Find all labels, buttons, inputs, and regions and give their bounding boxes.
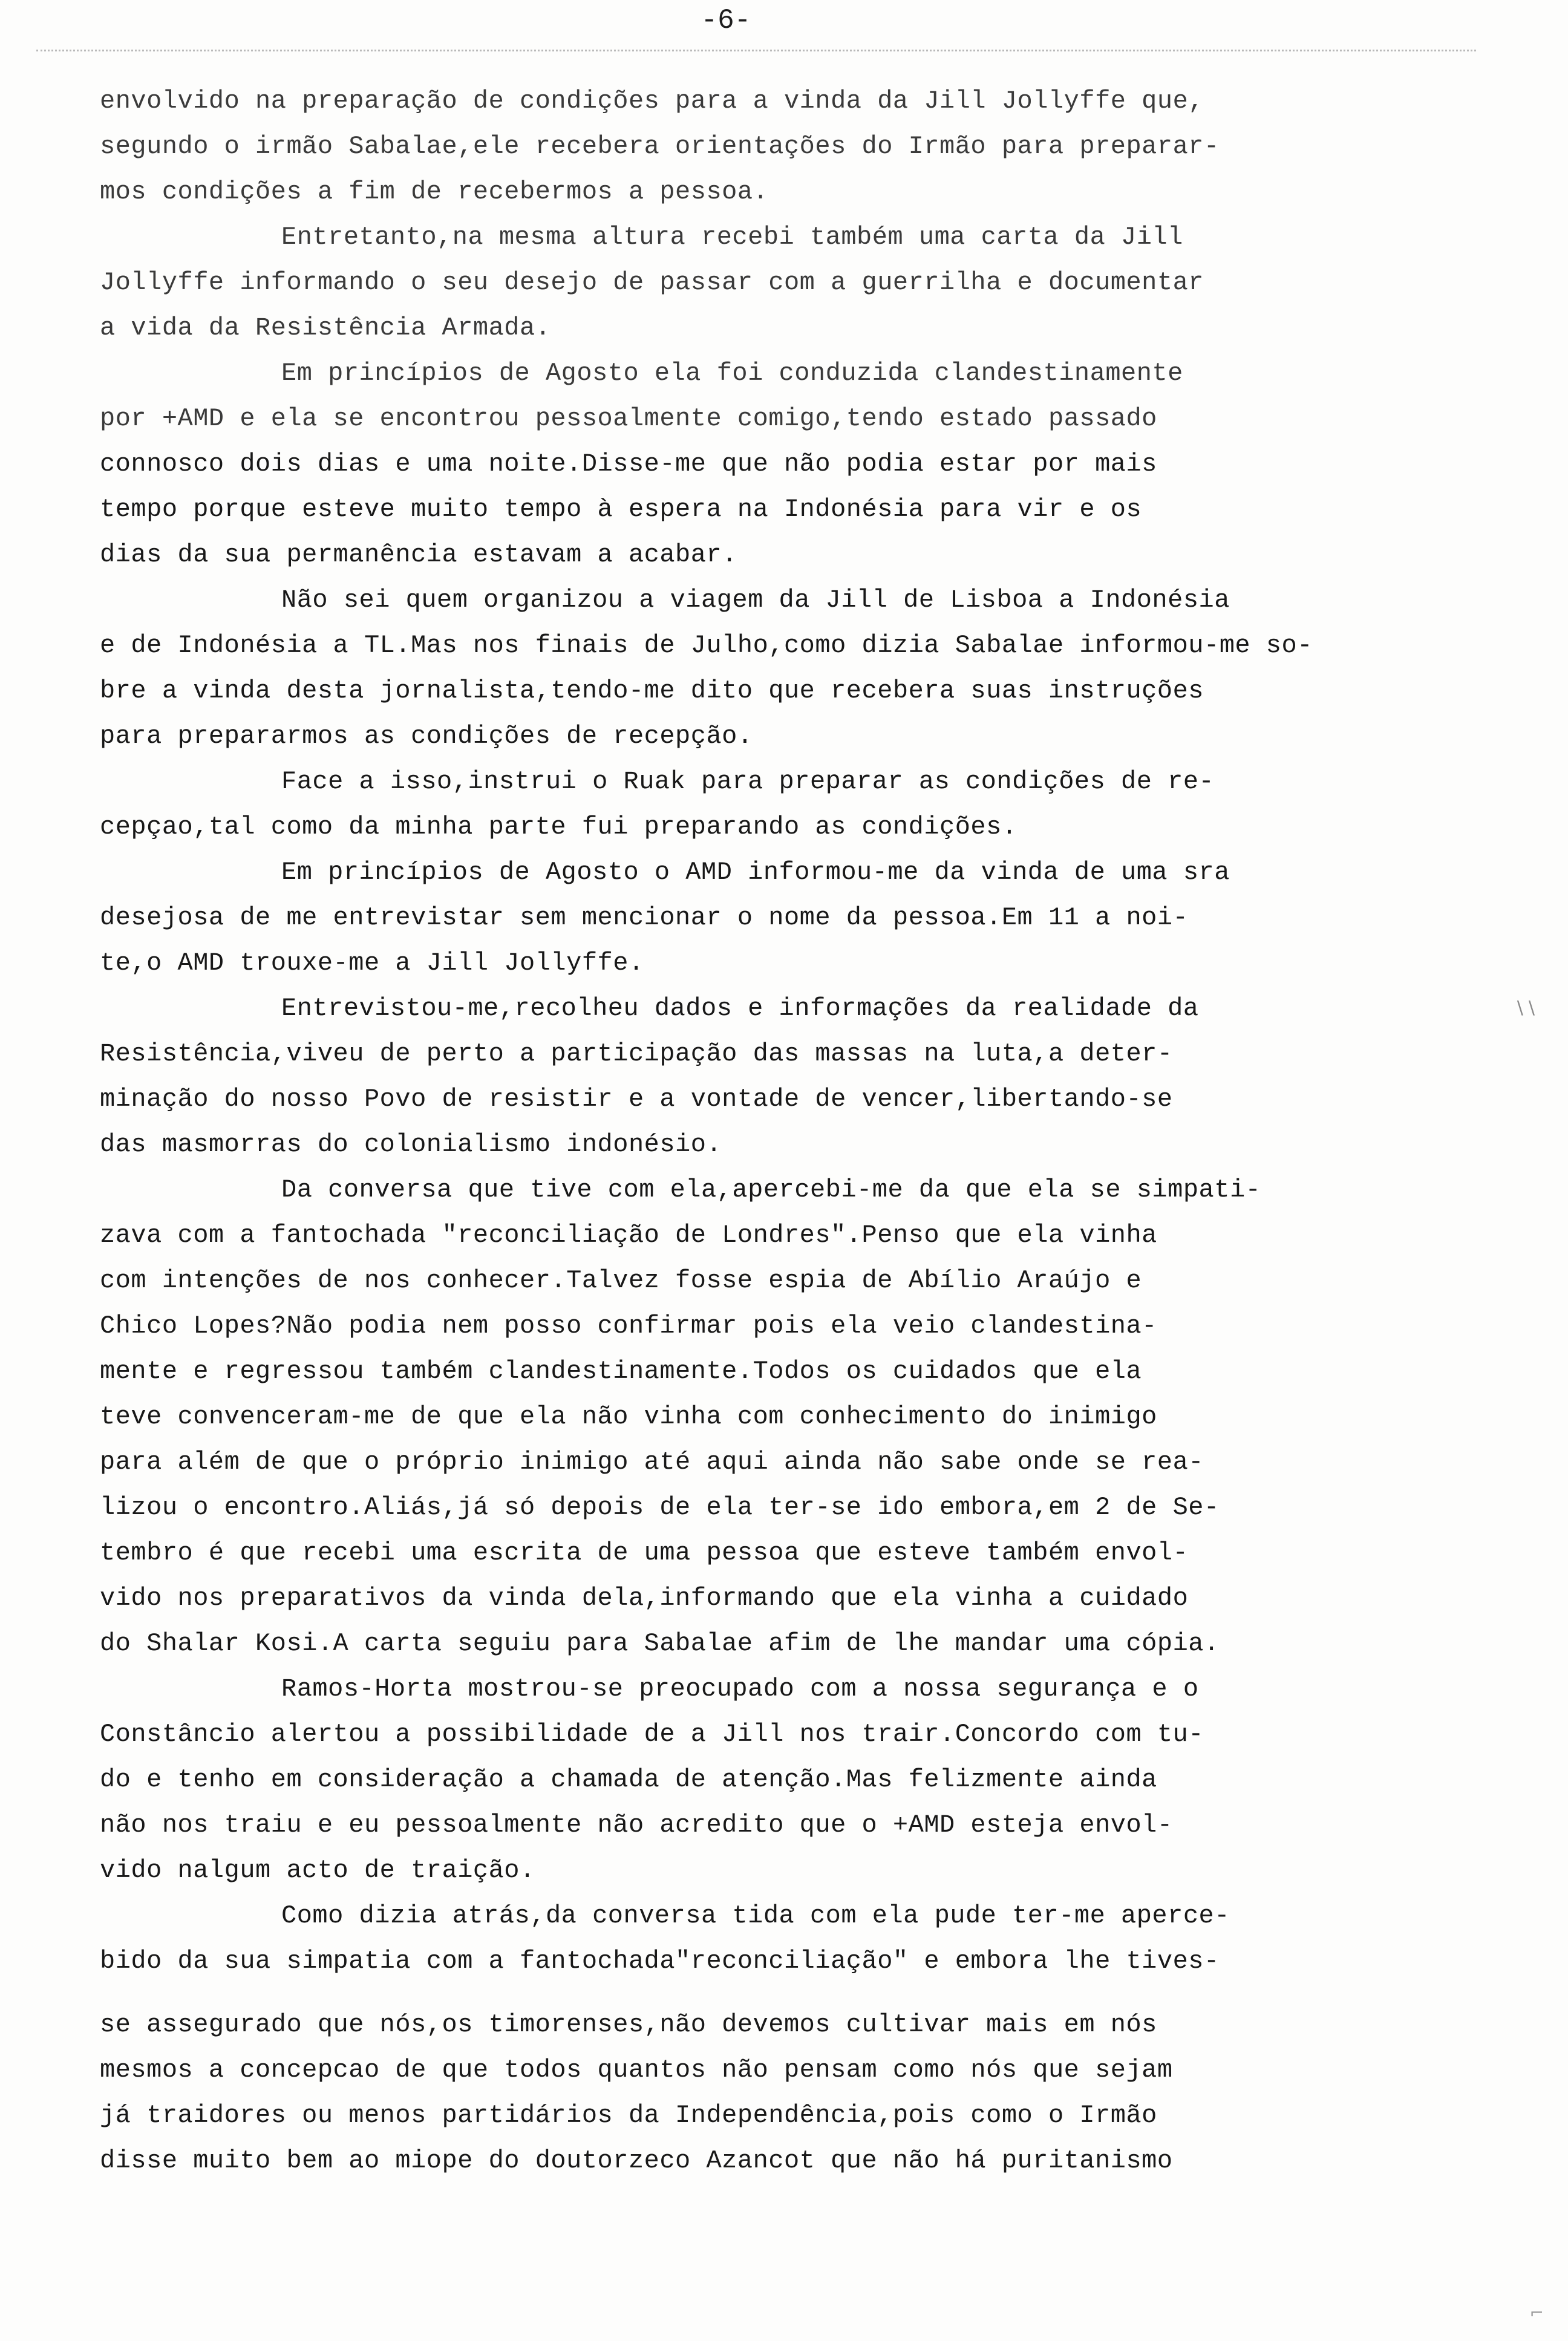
text-line: Jollyffe informando o seu desejo de passar com a guerrilha e documentar [100, 268, 1204, 297]
text-line: do Shalar Kosi.A carta seguiu para Sabalae afim de lhe mandar uma cópia. [100, 1629, 1220, 1658]
text-line: Em princípios de Agosto o AMD informou-me da vinda de uma sra [281, 858, 1230, 887]
text-line: bre a vinda desta jornalista,tendo-me dito que recebera suas instruções [100, 676, 1204, 705]
text-line: segundo o irmão Sabalae,ele recebera orientações do Irmão para preparar- [100, 132, 1220, 161]
text-line: mos condições a fim de recebermos a pessoa. [100, 177, 769, 206]
text-line: Constâncio alertou a possibilidade de a Jill nos trair.Concordo com tu- [100, 1720, 1204, 1749]
text-line: mente e regressou também clandestinamente.Todos os cuidados que ela [100, 1357, 1142, 1386]
scan-artifact-dotted-line [36, 50, 1476, 55]
text-line: lizou o encontro.Aliás,já só depois de ela ter-se ido embora,em 2 de Se- [100, 1493, 1220, 1522]
text-line: desejosa de me entrevistar sem mencionar o nome da pessoa.Em 11 a noi- [100, 903, 1189, 932]
text-line: envolvido na preparação de condições para a vinda da Jill Jollyffe que, [100, 87, 1204, 116]
text-line: Como dizia atrás,da conversa tida com ela pude ter-me aperce- [281, 1901, 1230, 1930]
corner-mark-icon: ⌐ [1529, 2303, 1544, 2323]
text-line: para prepararmos as condições de recepção. [100, 722, 753, 751]
text-line: vido nos preparativos da vinda dela,informando que ela vinha a cuidado [100, 1584, 1189, 1613]
text-line: Chico Lopes?Não podia nem posso confirmar pois ela veio clandestina- [100, 1311, 1157, 1340]
text-line: já traidores ou menos partidários da Independência,pois como o Irmão [100, 2101, 1157, 2130]
text-line: zava com a fantochada "reconciliação de Londres".Penso que ela vinha [100, 1221, 1157, 1250]
text-line: teve convenceram-me de que ela não vinha com conhecimento do inimigo [100, 1402, 1157, 1431]
text-line: mesmos a concepcao de que todos quantos não pensam como nós que sejam [100, 2055, 1173, 2085]
text-line: disse muito bem ao miope do doutorzeco Azancot que não há puritanismo [100, 2146, 1173, 2175]
text-line: a vida da Resistência Armada. [100, 313, 551, 342]
text-line: tembro é que recebi uma escrita de uma pessoa que esteve também envol- [100, 1538, 1189, 1567]
text-line: para além de que o próprio inimigo até aqui ainda não sabe onde se rea- [100, 1448, 1204, 1477]
text-line: do e tenho em consideração a chamada de atenção.Mas felizmente ainda [100, 1765, 1157, 1794]
text-line: não nos traiu e eu pessoalmente não acredito que o +AMD esteja envol- [100, 1810, 1173, 1840]
text-line: Não sei quem organizou a viagem da Jill de Lisboa a Indonésia [281, 586, 1230, 615]
text-line: connosco dois dias e uma noite.Disse-me que não podia estar por mais [100, 449, 1157, 478]
text-line: bido da sua simpatia com a fantochada"reconciliação" e embora lhe tives- [100, 1947, 1220, 1976]
text-line: Ramos-Horta mostrou-se preocupado com a nossa segurança e o [281, 1674, 1199, 1703]
margin-scribble-icon: ∖∖ [1514, 998, 1537, 1019]
text-line: Da conversa que tive com ela,apercebi-me da que ela se simpati- [281, 1175, 1261, 1204]
text-line: Em princípios de Agosto ela foi conduzida clandestinamente [281, 359, 1183, 388]
text-line: dias da sua permanência estavam a acabar. [100, 540, 737, 569]
text-line: te,o AMD trouxe-me a Jill Jollyffe. [100, 948, 644, 978]
text-line: se assegurado que nós,os timorenses,não devemos cultivar mais em nós [100, 2010, 1157, 2039]
text-line: Resistência,viveu de perto a participação das massas na luta,a deter- [100, 1039, 1173, 1068]
paragraph-gap [100, 1984, 1455, 2002]
page-number: -6- [701, 5, 751, 36]
text-line: minação do nosso Povo de resistir e a vontade de vencer,libertando-se [100, 1085, 1173, 1114]
text-line: Entretanto,na mesma altura recebi também uma carta da Jill [281, 223, 1183, 252]
text-line: e de Indonésia a TL.Mas nos finais de Julho,como dizia Sabalae informou-me so- [100, 631, 1313, 660]
text-line: cepçao,tal como da minha parte fui preparando as condições. [100, 812, 1018, 841]
text-line: tempo porque esteve muito tempo à espera na Indonésia para vir e os [100, 495, 1142, 524]
text-line: com intenções de nos conhecer.Talvez fosse espia de Abílio Araújo e [100, 1266, 1142, 1295]
text-line: Face a isso,instrui o Ruak para preparar as condições de re- [281, 767, 1215, 796]
text-line: Entrevistou-me,recolheu dados e informações da realidade da [281, 994, 1199, 1023]
typewritten-body [100, 79, 1455, 2184]
text-line: vido nalgum acto de traição. [100, 1856, 535, 1885]
text-line: das masmorras do colonialismo indonésio. [100, 1130, 722, 1159]
text-line: por +AMD e ela se encontrou pessoalmente comigo,tendo estado passado [100, 404, 1157, 433]
